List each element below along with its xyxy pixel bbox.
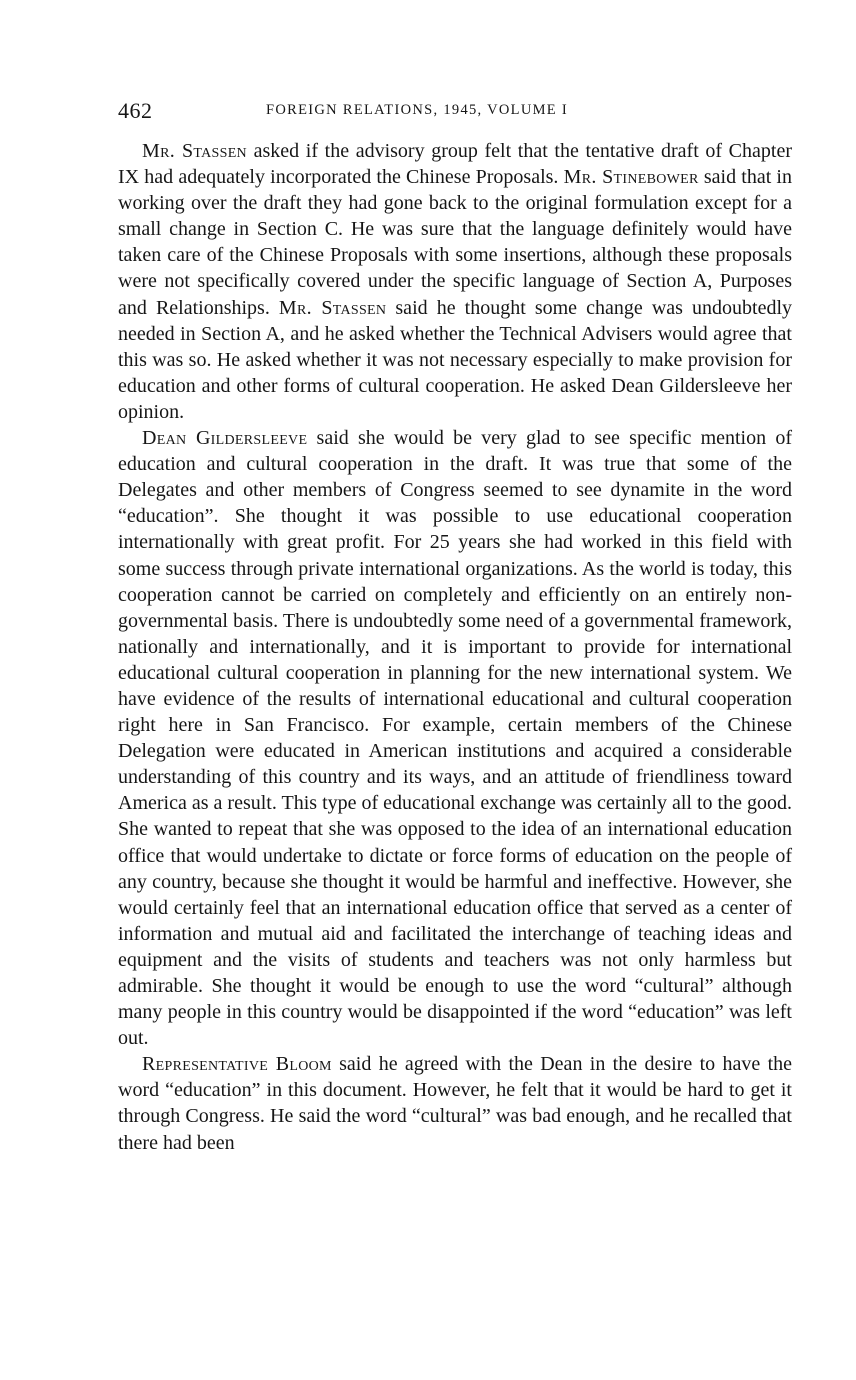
speaker-name: Mr. Stassen (278, 296, 387, 319)
paragraph-stassen (118, 138, 792, 425)
paragraph-text: said that in working over the draft they had gone back to the original formulation except for a small change in Section C. He was sure that the language definitely would have taken care of the Chinese Proposals with some insertions, although these proposals were not specifically covered under the specific language of Section A, Purposes and Relationships. (118, 166, 792, 319)
speaker-name: Mr. Stinebower (563, 166, 699, 189)
paragraph-text: said he agreed with the Dean in the desire to have the word “education” in this document. However, he felt that it would be hard to get it through Congress. He said the word “cultural” was bad enough, and he recalled that there had been (118, 1053, 792, 1154)
document-page (118, 96, 792, 1156)
paragraph-text: asked if the advisory group felt that the tentative draft of Chapter IX had adequately incorporated the Chinese Proposals. (118, 140, 792, 189)
running-head (118, 96, 792, 130)
paragraph-bloom (118, 1051, 792, 1155)
running-head-title: FOREIGN RELATIONS, 1945, VOLUME I (266, 102, 569, 118)
paragraph-text: said she would be very glad to see specific mention of education and cultural cooperation in the draft. It was true that some of the Delegates and other members of Congress seemed to see dynamite in the word “education”. She thought it was possible to use educational cooperation internationally with great profit. For 25 years she had worked in this field with some success through private international organizations. As the world is today, this cooperation cannot be carried on completely and efficiently on an entirely non-governmental basis. There is undoubtedly some need of a governmental framework, nationally and internationally, and it is important to provide for international educational cultural cooperation in planning for the new international system. We have evidence of the results of international educational and cultural cooperation right here in San Francisco. For example, certain members of the Chinese Delegation were educated in American institutions and acquired a considerable understanding of this country and its ways, and an attitude of friendliness toward America as a result. This type of educational exchange was certainly all to the good. She wanted to repeat that she was opposed to the idea of an international education office that would undertake to dictate or force forms of education on the people of any country, because she thought it would be harmful and ineffective. However, she would certainly feel that an international education office that served as a center of information and mutual aid and facilitated the interchange of teaching ideas and equipment and the visits of students and teachers was not only harmless but admirable. She thought it would be enough to use the word “cultural” although many people in this country would be disappointed if the word “education” was left out. (118, 427, 793, 1050)
speaker-name: Representative Bloom (142, 1053, 332, 1076)
paragraph-gildersleeve (118, 425, 792, 1051)
speaker-name: Dean Gildersleeve (142, 427, 308, 450)
page-number: 462 (118, 98, 153, 123)
speaker-name: Mr. Stassen (142, 140, 247, 162)
paragraph-text: said he thought some change was undoubtedly needed in Section A, and he asked whether the Technical Advisers would agree that this was so. He asked whether it was not necessary especially to make provision for education and other forms of cultural cooperation. He asked Dean Gildersleeve her opinion. (118, 296, 793, 423)
